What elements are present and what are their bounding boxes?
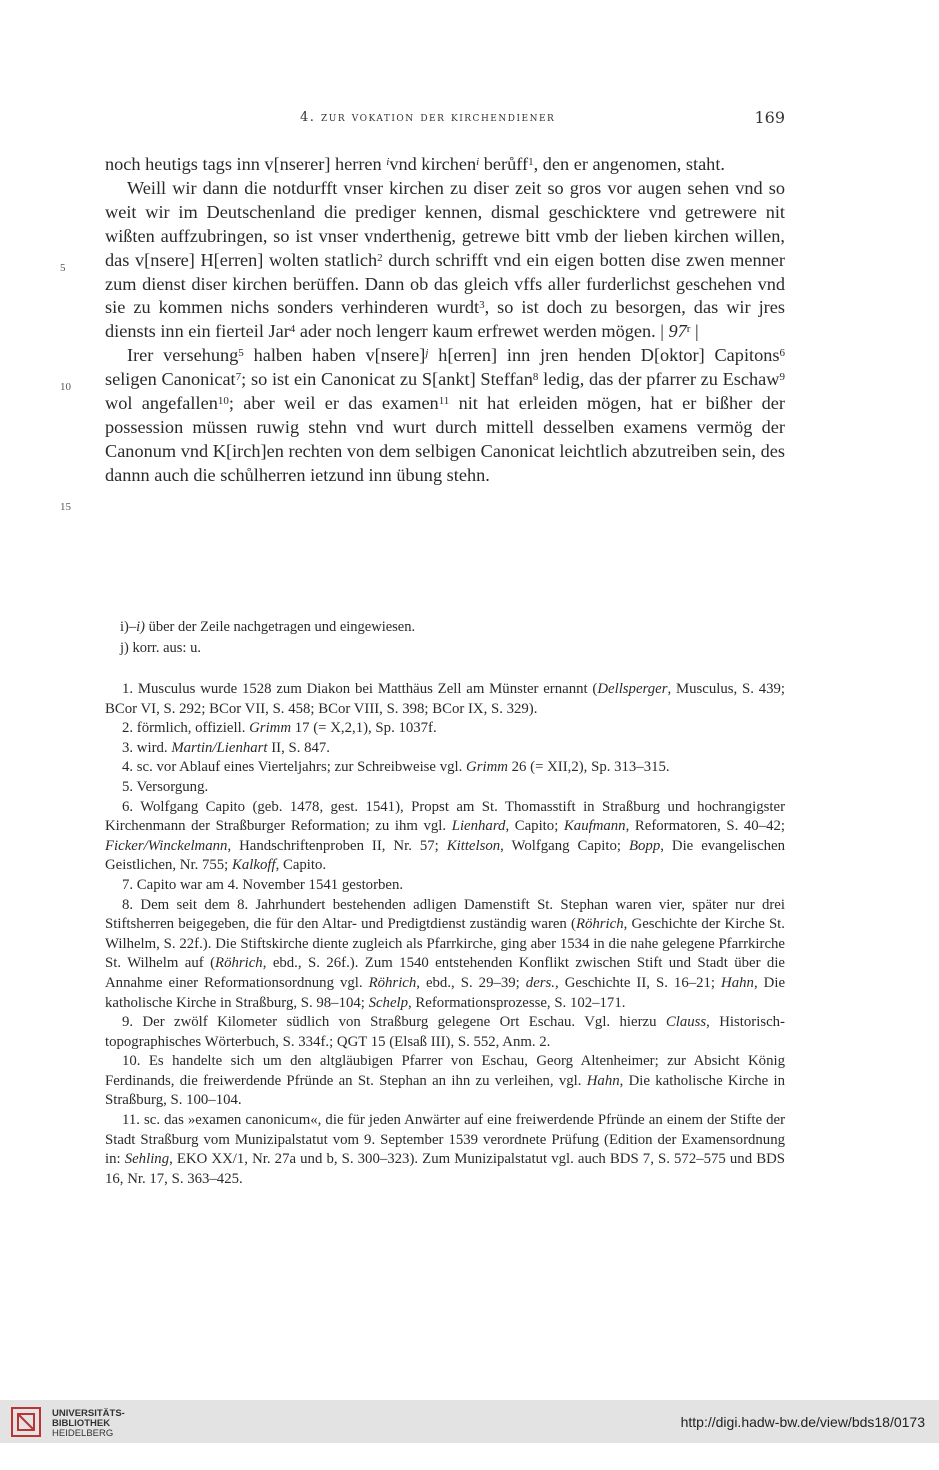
footnote-ref[interactable]: 5 (238, 347, 244, 360)
footnote-ref[interactable]: 8 (532, 371, 539, 384)
footnote: 6. Wolfgang Capito (geb. 1478, gest. 1541), Propst am St. Thomasstift in Straßburg und hochrangigster Kirchenmann der Straßburger Reformation; zu ihm vgl. Lienhard, Capito; Kaufmann, Reformatoren, S. 40–42; Ficker/Winckelmann, Handschriftenproben II, Nr. 57; Kittelson, Wolfgang Capito; Bopp, Die evangelischen Geistlichen, Nr. 755; Kalkoff, Capito. (105, 798, 786, 874)
footnote-ref[interactable]: 3 (479, 299, 485, 312)
footnote-ref[interactable]: 10 (217, 395, 229, 408)
apparatus-note-j: j) korr. aus: u. (120, 640, 201, 656)
footnotes (105, 680, 785, 1189)
footnote: 3. wird. Martin/Lienhart II, S. 847. (122, 739, 330, 756)
running-header (105, 108, 785, 130)
folio-marker: 97 (668, 321, 687, 342)
library-name: UNIVERSITÄTS- BIBLIOTHEK HEIDELBERG (52, 1408, 125, 1439)
line-number: 5 (60, 262, 66, 274)
footnote: 11. sc. das »examen canonicum«, die für jeden Anwärter auf eine freiwerdende Pfründe an einem der Stifte der Stadt Straßburg vom Munizipalstatut vom 9. September 1539 verordnete Prüfung (Edition der Examensordnung in: Sehling, EKO XX/1, Nr. 27a und b, S. 300–323). Zum Munizipalstatut vgl. auch BDS 7, S. 572–575 und BDS 16, Nr. 17, S. 363–425. (105, 1112, 785, 1187)
page-number: 169 (754, 108, 785, 127)
paragraph: Irer versehung$^5$ halben haben v[nsere]$^j$ h[erren] inn jren henden D[oktor] Capitons$^6$ seligen Canonicat$^7$; so ist ein Canonicat zu S[ankt] Steffan$^8$ ledig, das der pfarrer zu Eschaw$^9$ wol angefallen$^{10}$; aber weil er das examen$^{11}$ nit hat erleiden mögen, hat er bißher der possession müssen ruwig stehn vnd wurt durch mittell desselben examens vermög der Canonum vnd K[irch]en rechten von dem selbigen Canonicat leichtlich abzutreiben sein, des dannn auch die schůlherren ietzund inn übung stehn. (105, 345, 785, 485)
footnote: 1. Musculus wurde 1528 zum Diakon bei Matthäus Zell am Münster ernannt (Dellsperger, Musculus, S. 439; BCor VI, S. 292; BCor VII, S. 458; BCor VIII, S. 398; BCor IX, S. 329). (105, 681, 786, 717)
footnote: 10. Es handelte sich um den altgläubigen Pfarrer von Eschau, Georg Altenheimer; zur Absicht König Ferdinands, die freiwerdende Pfründe an St. Stephan an ihn zu verleihen, vgl. Hahn, Die katholische Kirche in Straßburg, S. 100–104. (105, 1053, 785, 1109)
paragraph: Weill wir dann die notdurfft vnser kirchen zu diser zeit so gros vor augen sehen vnd so weit wir im Deutschenland die prediger kennen, dismal geschicktere vnd getrewere nit wißten auffzubringen, so ist vnser vnderthenig, getrewe bitt vmb der lieben kirchen willen, das v[nsere] H[erren] wolten statlich$^2$ durch schrifft vnd ein eigen botten dise zwen menner zum dienst diser kirchen berüffen. Dann ob das gleich vffs aller furderlichst geschehen vnd sie zu kommen nichs sonders verhinderen wurdt$^3$, so ist doch zu besorgen, das wir jres diensts inn ein fierteil Jar$^4$ ader noch lengerr kaum erfrewet werden mögen. | 97$^r$ | (105, 177, 786, 342)
running-title: 4. zur vokation der kirchendiener (300, 110, 556, 125)
permalink-url[interactable]: http://digi.hadw-bw.de/view/bds18/0173 (680, 1414, 925, 1430)
footnote: 9. Der zwölf Kilometer südlich von Straßburg gelegene Ort Eschau. Vgl. hierzu Clauss, Historisch-topographisches Wörterbuch, S. 334f.; QGT 15 (Elsaß III), S. 552, Anm. 2. (105, 1014, 785, 1050)
line-number: 10 (60, 381, 71, 393)
footnote-ref[interactable]: 4 (289, 323, 296, 336)
library-logo-icon[interactable] (10, 1406, 42, 1438)
footnote-ref[interactable]: 7 (235, 371, 242, 384)
footnote: 5. Versorgung. (122, 778, 209, 795)
footnote-ref[interactable]: 2 (377, 251, 383, 264)
footnote: 2. förmlich, offiziell. Grimm 17 (= X,2,1), Sp. 1037f. (122, 720, 437, 737)
critical-apparatus (120, 617, 780, 659)
footnote: 4. sc. vor Ablauf eines Vierteljahrs; zur Schreibweise vgl. Grimm 26 (= XII,2), Sp. 313–315. (122, 759, 670, 776)
line-number: 15 (60, 501, 71, 513)
footer-bar (0, 1400, 939, 1443)
paragraph: noch heutigs tags inn v[nserer] herren $^i$vnd kirchen$^i$ berůff$^1$, den er angenomen, staht. (105, 154, 725, 174)
footnote: 7. Capito war am 4. November 1541 gestorben. (122, 876, 404, 893)
footnote-ref[interactable]: 1 (528, 156, 534, 168)
footnote: 8. Dem seit dem 8. Jahrhundert bestehenden adligen Damenstift St. Stephan waren vier, später nur drei Stiftsherren beigegeben, die für den Altar- und Predigtdienst zuständig waren (Röhrich, Geschichte der Kirche St. Wilhelm, S. 22f.). Die Stiftskirche diente zugleich als Pfarrkirche, ging aber 1534 in die nahe gelegene Pfarrkirche St. Wilhelm auf (Röhrich, ebd., S. 26f.). Zum 1540 entstehenden Konflikt zwischen Stift und Stadt über die Annahme einer Reformationsordnung vgl. Röhrich, ebd., S. 29–39; ders., Geschichte II, S. 16–21; Hahn, Die katholische Kirche in Straßburg, S. 98–104; Schelp, Reformationsprozesse, S. 102–171. (105, 896, 786, 1011)
footnote-ref[interactable]: 11 (438, 395, 450, 408)
footnote-ref[interactable]: 6 (779, 347, 785, 360)
main-text (105, 153, 785, 488)
footnote-ref[interactable]: 9 (779, 371, 785, 384)
apparatus-note-i: i)–i) über der Zeile nachgetragen und eingewiesen. (120, 619, 416, 635)
